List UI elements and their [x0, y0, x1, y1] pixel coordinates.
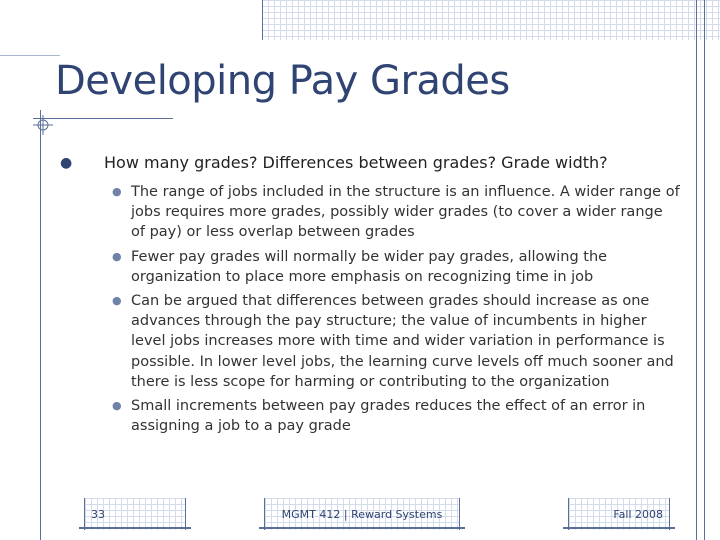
sub-bullet-item: [112, 247, 680, 287]
footer-term: Fall 2008: [613, 507, 663, 521]
footer-course: MGMT 412 | Reward Systems: [281, 507, 443, 521]
footer-course-box: [264, 498, 460, 530]
sub-bullet-item: [112, 291, 680, 392]
sub-bullet-item: [112, 396, 680, 436]
slide-title: Developing Pay Grades: [55, 58, 510, 104]
title-top-rule: [0, 55, 60, 56]
sub-bullet-text: Fewer pay grades will normally be wider pay grades, allowing the organization to place more emphasis on recognizing time in job: [131, 248, 608, 285]
footer-term-box: [568, 498, 670, 530]
sub-bullet-list: [60, 182, 680, 436]
footer-page-number-box: [84, 498, 186, 530]
main-bullet-text: How many grades? Differences between grades? Grade width?: [104, 153, 608, 172]
title-underline-rule: [33, 118, 173, 119]
top-left-rule: [262, 0, 263, 40]
bullet-dot-icon: ●: [60, 155, 73, 171]
top-grid-decoration: [262, 0, 720, 40]
sub-bullet-dot-icon: ●: [112, 185, 122, 198]
slide-content: [60, 152, 680, 440]
sub-bullet-dot-icon: ●: [112, 399, 122, 413]
sub-bullet-text: The range of jobs included in the structure is an influence. A wider range of jobs requires more grades, possibly wider grades (to cover a wider range of pay) or less overlap between grades: [131, 184, 680, 241]
crosshair-icon: [33, 115, 53, 135]
right-vertical-rule: [696, 0, 697, 540]
page-number: 33: [91, 507, 105, 521]
left-vertical-rule: [40, 110, 41, 540]
main-bullet: [60, 152, 680, 174]
sub-bullet-item: [112, 182, 680, 243]
sub-bullet-dot-icon: ●: [112, 249, 122, 263]
sub-bullet-text: Small increments between pay grades reduces the effect of an error in assigning a job to a pay grade: [131, 398, 646, 435]
sub-bullet-text: Can be argued that differences between grades should increase as one advances through the pay structure; the value of incumbents in higher level jobs increases more with time and wider variation in performance is possible. In lower level jobs, the learning curve levels off much sooner and there is less scope for harming or contributing to the organization: [131, 293, 674, 390]
right-vertical-rule-inner: [704, 0, 705, 540]
sub-bullet-dot-icon: ●: [112, 294, 122, 308]
